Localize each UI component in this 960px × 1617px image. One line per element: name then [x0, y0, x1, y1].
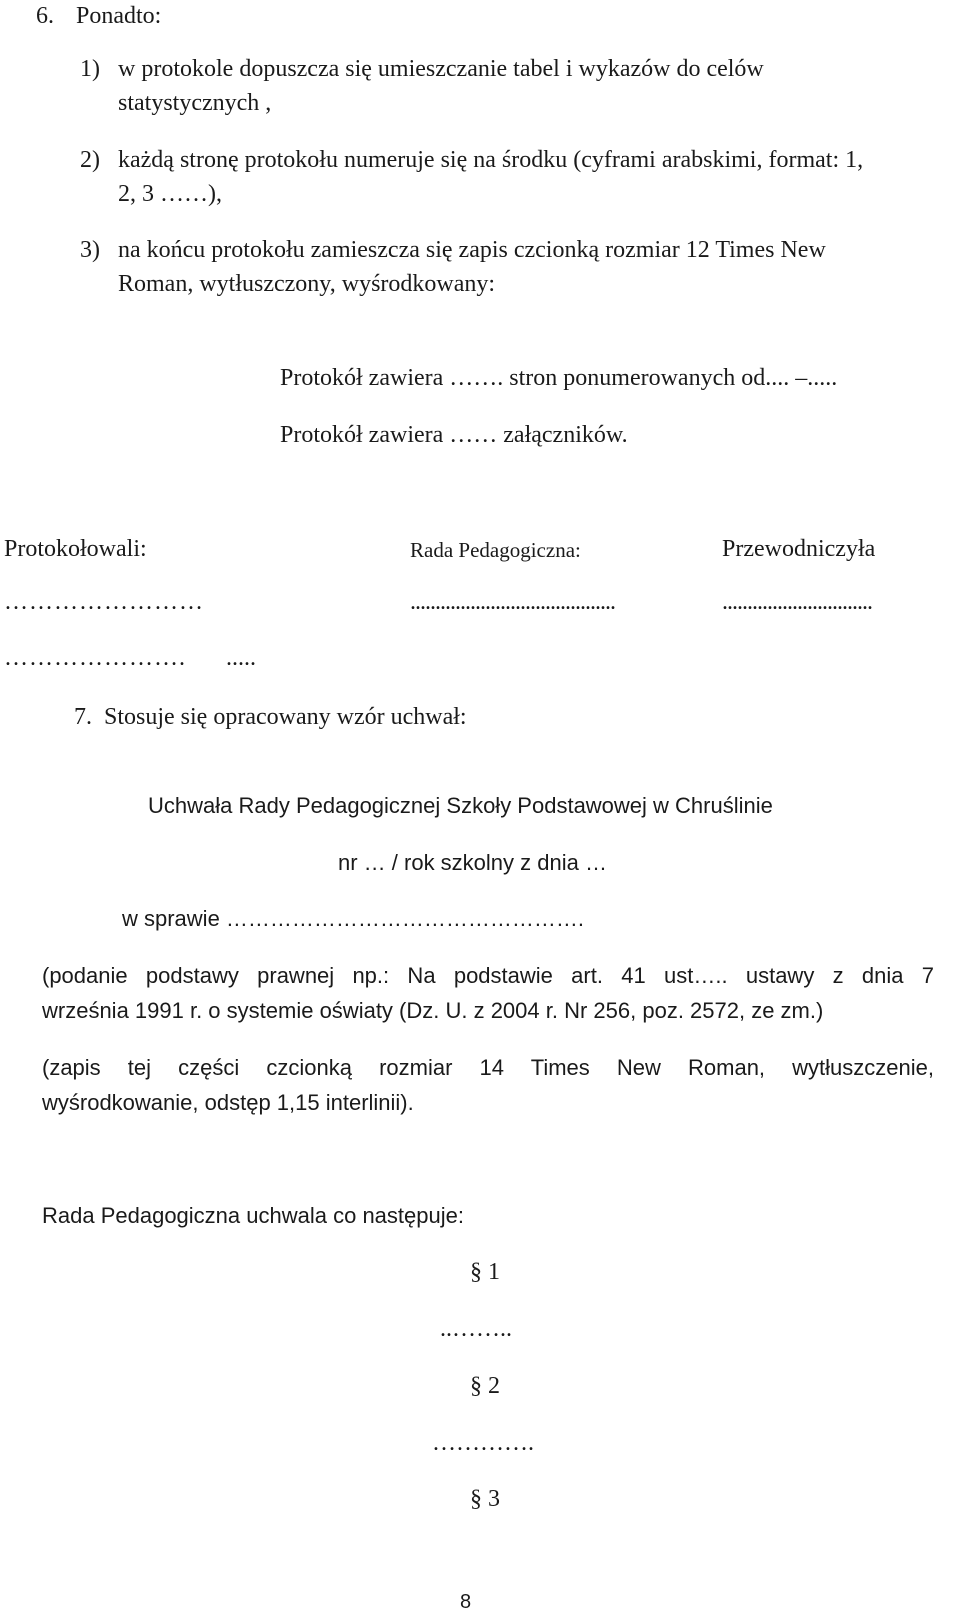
item-3-line-2: Roman, wytłuszczony, wyśrodkowany:	[118, 271, 496, 297]
protocol-attachments-line: Protokół zawiera …… załączników.	[280, 422, 628, 448]
formatting-note-line-2: wyśrodkowanie, odstęp 1,15 interlinii).	[42, 1090, 414, 1115]
item-3-line-1: na końcu protokołu zamieszcza się zapis czcionką rozmiar 12 Times New	[118, 237, 826, 263]
item-3-number: 3)	[80, 237, 100, 263]
signature-dots-left: ……………………	[4, 589, 204, 615]
resolution-number-line: nr … / rok szkolny z dnia …	[338, 850, 607, 875]
protokolowali-label: Protokołowali:	[4, 536, 147, 562]
formatting-note-line-1: (zapis tej części czcionką rozmiar 14 Times New Roman, wytłuszczenie,	[42, 1055, 934, 1080]
signature-dots-right: ..............................	[722, 589, 872, 615]
paragraph-3-mark: § 3	[470, 1486, 500, 1512]
item-1-line-2: statystycznych ,	[118, 90, 272, 116]
paragraph-2-mark: § 2	[470, 1373, 500, 1399]
item-2-line-1: każdą stronę protokołu numeruje się na środku (cyframi arabskimi, format: 1,	[118, 147, 864, 173]
signature-dots-left-2: ………………….	[4, 645, 186, 671]
page-number: 8	[460, 1591, 472, 1613]
paragraph-2-content: ………….	[432, 1430, 534, 1456]
item-2-line-2: 2, 3 ……),	[118, 181, 222, 207]
legal-basis-line-1: (podanie podstawy prawnej np.: Na podstawie art. 41 ust….. ustawy z dnia 7	[42, 963, 934, 988]
paragraph-1-mark: § 1	[470, 1259, 500, 1285]
item-2-number: 2)	[80, 147, 100, 173]
rada-pedagogiczna-label: Rada Pedagogiczna:	[410, 538, 581, 562]
section-6-heading: Ponadto:	[76, 3, 162, 29]
legal-basis-line-2: września 1991 r. o systemie oświaty (Dz. U. z 2004 r. Nr 256, poz. 2572, ze zm.)	[42, 998, 824, 1023]
protocol-pages-line: Protokół zawiera ……. stron ponumerowanych od.... –.....	[280, 365, 838, 391]
section-7-heading: Stosuje się opracowany wzór uchwał:	[104, 704, 467, 730]
item-1-line-1: w protokole dopuszcza się umieszczanie tabel i wykazów do celów	[118, 56, 764, 82]
resolution-title: Uchwała Rady Pedagogicznej Szkoły Podstawowej w Chruślinie	[148, 793, 773, 818]
resolution-subject-line: w sprawie ………………………………………….	[122, 906, 585, 931]
section-7-number: 7.	[74, 704, 92, 730]
paragraph-1-content: ..……..	[440, 1316, 512, 1342]
item-1-number: 1)	[80, 56, 100, 82]
przewodniczyla-label: Przewodniczyła	[722, 536, 876, 562]
section-6-number: 6.	[36, 3, 54, 29]
signature-dots-left-3: .....	[226, 645, 256, 671]
resolution-intro: Rada Pedagogiczna uchwala co następuje:	[42, 1203, 464, 1228]
signature-dots-middle: .........................................	[410, 589, 615, 615]
